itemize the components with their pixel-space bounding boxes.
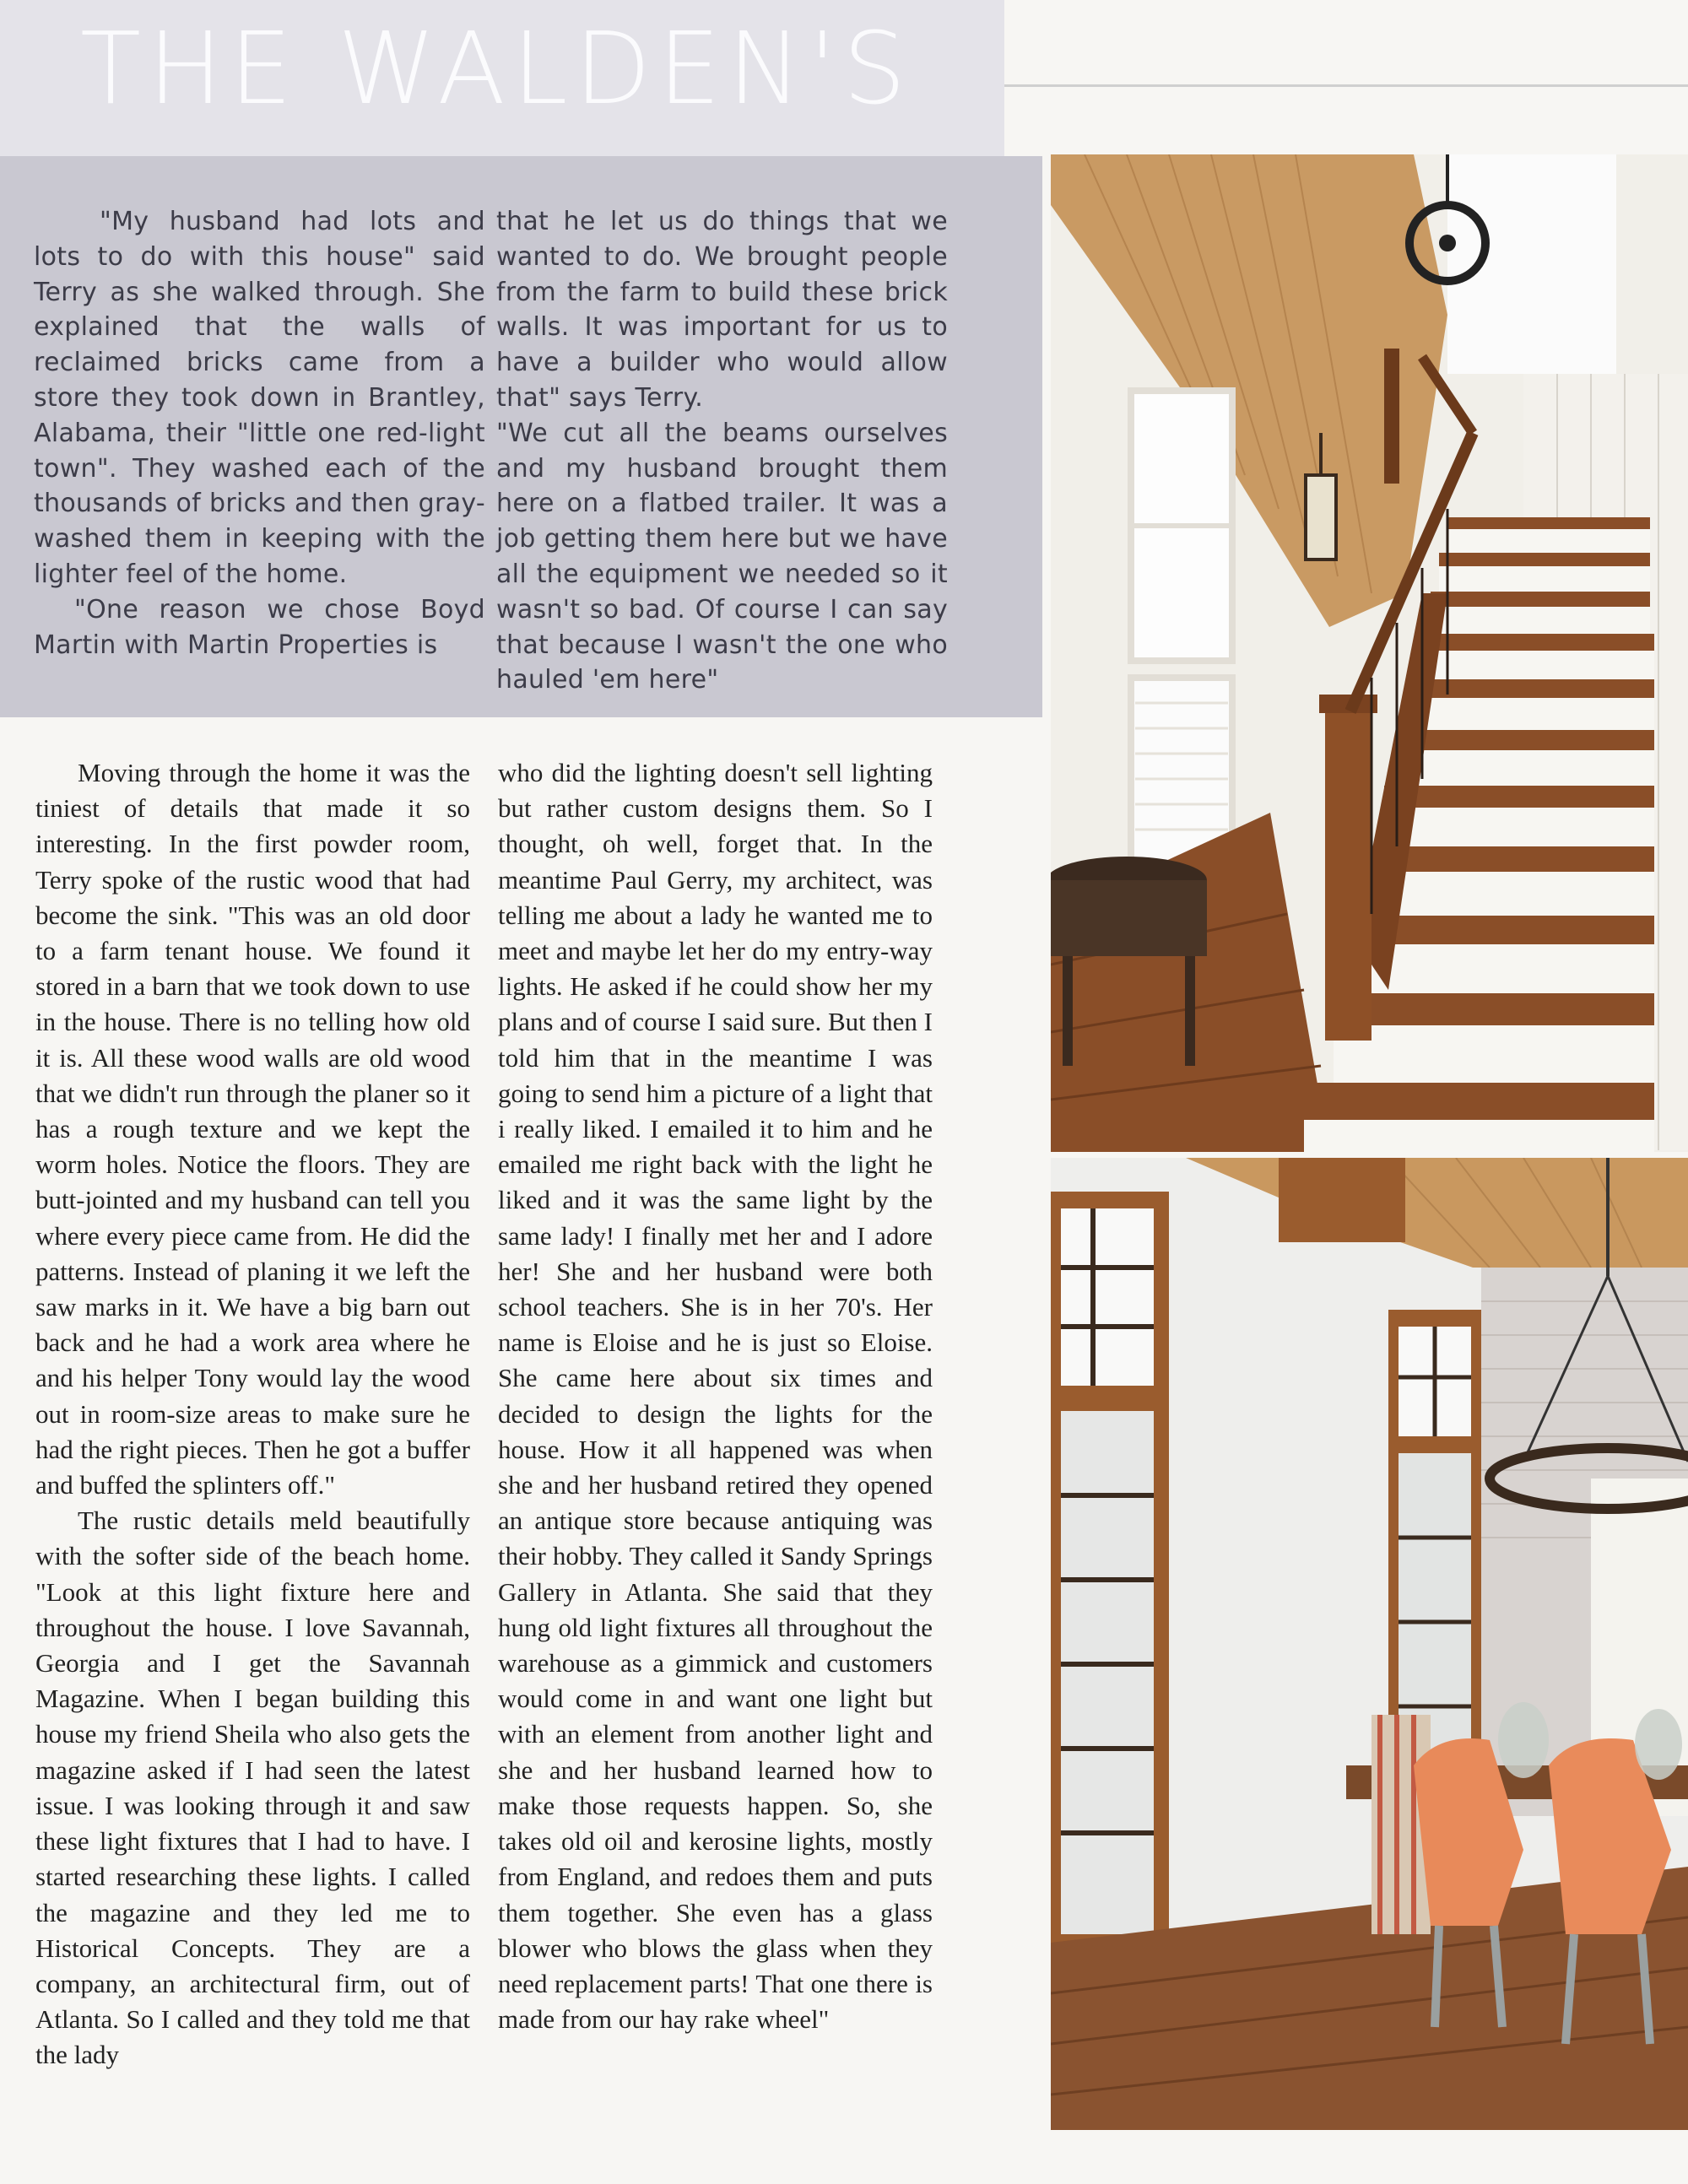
article-paragraph: who did the lighting doesn't sell lighting but rather custom designs them. So I thought, oh well, forget that. In the meantime Paul Gerry, my architect, was telling me about a lady he wanted me to meet and maybe let her do my entry-way lights. He asked if he could show her my plans and of course I said sure. But then I told him that in the meantime I was going to send him a picture of a light that i really liked. I emailed it to him and he emailed me right back with the light he liked and it was the same light by the same lady! I finally met her and I adore her! She and her husband were both school teachers. She is in her 70's. Her name is Eloise and he is just so Eloise. She came here about six times and decided to design the lights for the house. How it all happened was when she and her husband retired they opened an antique store because antiquing was their hobby. They called it Sandy Springs Gallery in Atlanta. She said that they hung old light fixtures all throughout the warehouse as a gimmick and customers would come in and want one light but with an element from another light and she and her husband learned how to make those requests happen. So, she takes old oil and kerosine lights, mostly from England, and redoes them and puts them together. She even has a glass blower who blows the glass when they need replacement parts! That one there is made from our hay rake wheel" (498, 758, 933, 2035)
article-paragraph: Moving through the home it was the tiniest of details that made it so interesting. In the first powder room, Terry spoke of the rustic wood that had become the sink. "This was an old door to a farm tenant house. We found it stored in a barn that we took down to use in the house. There is no telling how old it is. All these wood walls are old wood that we didn't run through the planer so it has a rough texture and we kept the worm holes. Notice the floors. They are butt-jointed and my husband can tell you where every piece came from. He did the patterns. Instead of planing it we left the saw marks in it. We have a big barn out back and he had a work area where he and his helper Tony would lay the wood out in room-size areas to make sure he had the right pieces. Then he got a buffer and buffed the splinters off." (35, 758, 470, 1500)
pull-paragraph: "My husband had lots and lots to do with this house" said Terry as she walked through. She explained that the walls of reclaimed bricks came from a store they took down in Brantley, Alabama, their "little one red-light town". They washed each of the thousands of bricks and then gray-washed them in keeping with the lighter feel of the home. (34, 207, 485, 589)
pull-paragraph: that he let us do things that we wanted to do. We brought people from the farm to build these brick walls. It was important for us to have a builder who would allow that" says Terry. (496, 207, 948, 413)
dining-room-illustration (1051, 1158, 1688, 2130)
staircase-photo (1051, 154, 1688, 1152)
article-left-column (35, 755, 470, 2073)
pull-paragraph: "We cut all the beams ourselves and my husband brought them here on a flatbed trailer. It was a job getting them here but we have all the equipment we needed so it wasn't so bad. Of course I can say that because I wasn't the one who hauled 'em here" (496, 418, 948, 695)
title-band (0, 0, 1004, 156)
header-rule (1004, 84, 1688, 87)
dining-room-photo (1051, 1158, 1688, 2130)
article-right-column (498, 755, 933, 2037)
staircase-illustration (1051, 154, 1688, 1152)
page-title: THE WALDEN'S (80, 10, 913, 127)
pull-paragraph: "One reason we chose Boyd Martin with Martin Properties is (34, 594, 485, 660)
pull-quote-right-column (496, 204, 948, 698)
article-paragraph: The rustic details meld beautifully with the softer side of the beach home. "Look at this light fixture here and throughout the house. I love Savannah, Georgia and I get the Savannah Magazine. When I began building this house my friend Sheila who also gets the magazine asked if I had seen the latest issue. I was looking through it and saw these light fixtures that I had to have. I started researching these lights. I called the magazine and they led me to Historical Concepts. They are a company, an architectural firm, out of Atlanta. So I called and they told me that the lady (35, 1506, 470, 2070)
pull-quote-left-column (34, 204, 485, 662)
